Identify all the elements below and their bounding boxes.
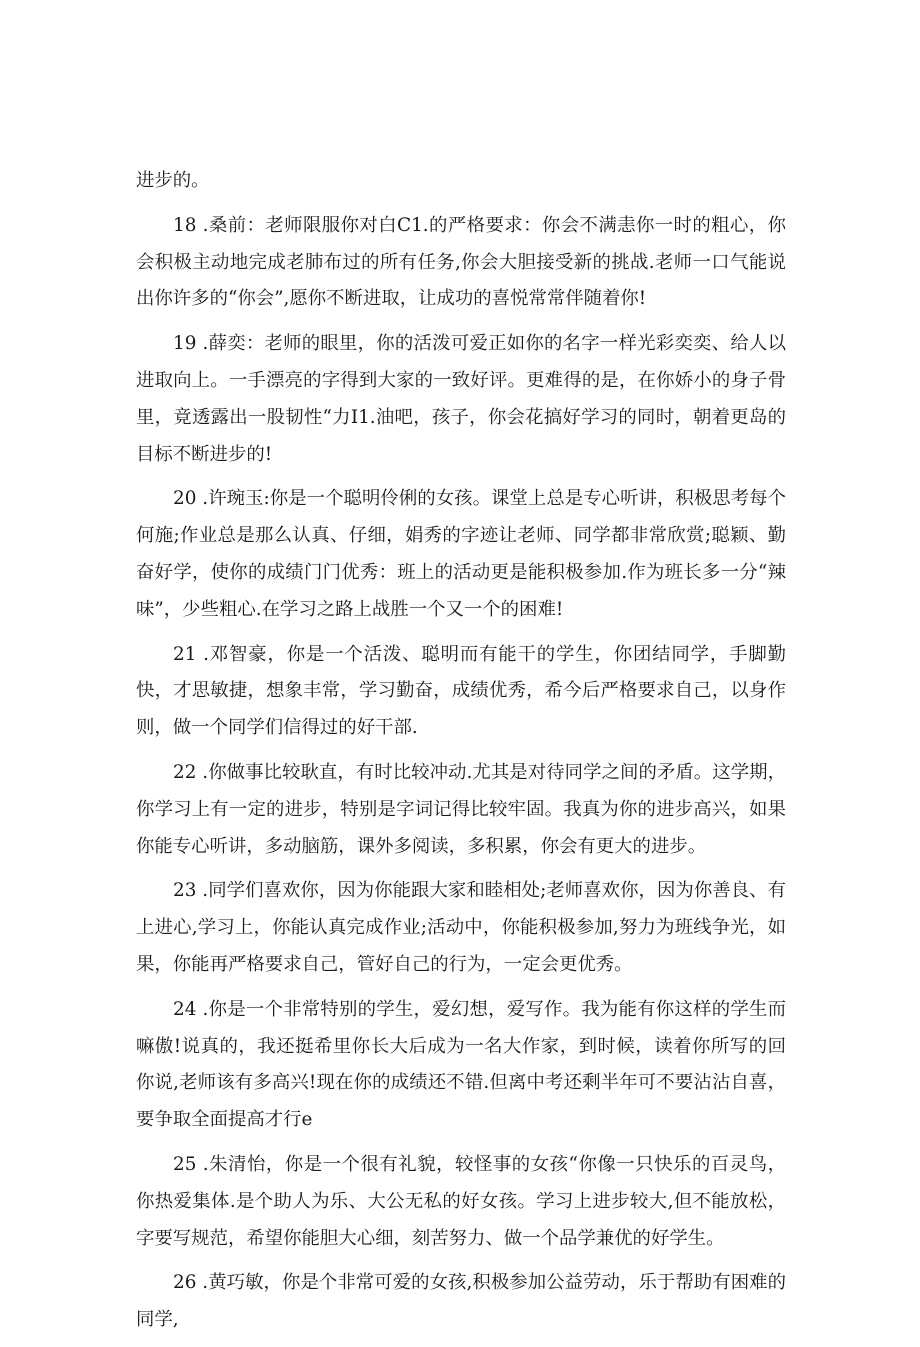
comment-paragraph-20: 20 .许琬玉:你是一个聪明伶俐的女孩。课堂上总是专心听讲，积极思考每个何施;作业总是那么认真、仔细，娟秀的字迹让老师、同学都非常欣赏;聪颖、勤奋好学，使你的成绩门门优秀：班上的活动更是能积极参加.作为班长多一分“辣味”，少些粗心.在学习之路上战胜一个又一个的困难!: [136, 488, 786, 620]
comment-paragraph-24: 24 .你是一个非常特别的学生，爱幻想，爱写作。我为能有你这样的学生而嘛傲!说真的，我还挺希里你长大后成为一名大作家，到时候，读着你所写的回你说,老师该有多高兴!现在你的成绩还不错.但离中考还剩半年可不要沾沾自喜，要争取全面提高才行e: [136, 998, 786, 1131]
comment-paragraph-26: 26 .黄巧敏，你是个非常可爱的女孩,积极参加公益劳动，乐于帮助有困难的同学,: [136, 1272, 786, 1331]
document-body: [136, 163, 786, 1347]
comment-paragraph-25: 25 .朱清怡，你是一个很有礼貌，较怪事的女孩“你像一只快乐的百灵鸟，你热爱集体.是个助人为乐、大公无私的好女孩。学习上进步较大,但不能放松，字要写规范，希望你能胆大心细，刻苦努力、做一个品学兼优的好学生。: [136, 1153, 786, 1249]
continuation-text: 进步的。: [136, 170, 210, 191]
comment-paragraph-22: 22 .你做事比较耿直，有时比较冲动.尤其是对待同学之间的矛盾。这学期，你学习上有一定的进步，特别是字词记得比较牢固。我真为你的进步高兴，如果你能专心听讲，多动脑筋，课外多阅读，多积累，你会有更大的进步。: [136, 761, 786, 857]
comment-paragraph-21: 21 .邓智豪，你是一个活泼、聪明而有能干的学生，你团结同学，手脚勤快，才思敏捷，想象丰常，学习勤奋，成绩优秀，希今后严格要求自己，以身作则，做一个同学们信得过的好干部.: [136, 643, 786, 739]
comment-paragraph-19: 19 .薛奕：老师的眼里，你的活泼可爱正如你的名字一样光彩奕奕、给人以进取向上。一手漂亮的字得到大家的一致好评。更难得的是，在你娇小的身子骨里，竟透露出一股韧性“力I1.油吧，孩子，你会花搞好学习的同时，朝着更岛的目标不断进步的!: [136, 333, 786, 465]
comment-paragraph-18: 18 .桑前：老师限服你对白C1.的严格要求：你会不满恚你一时的粗心，你会积极主动地完成老肺布过的所有任务,你会大胆接受新的挑战.老师一口气能说出你许多的“你会”,愿你不断进取，让成功的喜悦常常伴随着你!: [136, 214, 786, 310]
comment-paragraph-23: 23 .同学们喜欢你，因为你能跟大家和睦相处;老师喜欢你，因为你善良、有上进心,学习上，你能认真完成作业;活动中，你能积极参加,努力为班线争光，如果，你能再严格要求自己，管好自己的行为，一定会更优秀。: [136, 880, 786, 975]
